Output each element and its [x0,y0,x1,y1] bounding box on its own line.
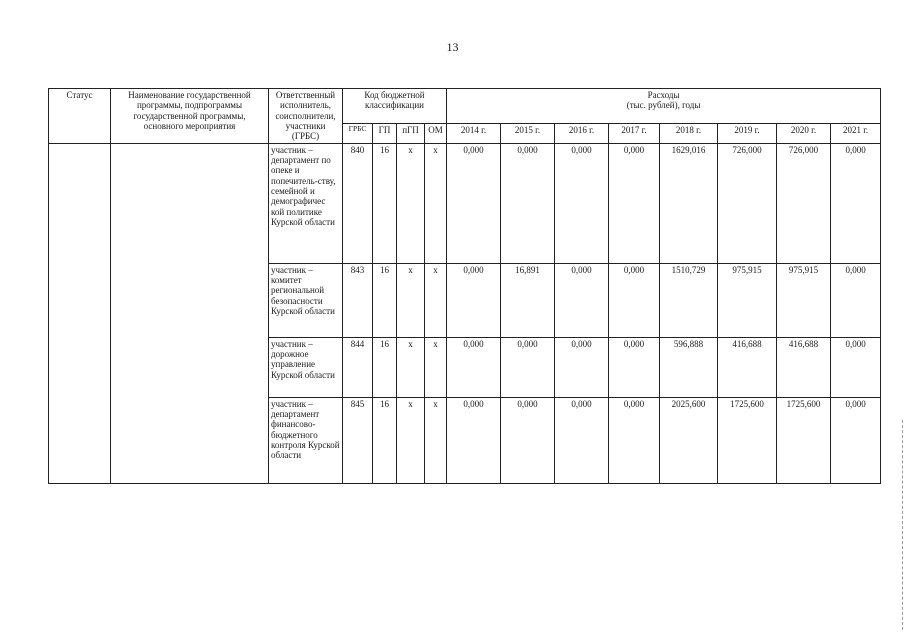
grbs-cell: 840 [343,143,373,263]
value-cell: 0,000 [555,337,609,397]
header-code-group: Код бюджетной классификации [343,89,447,124]
header-year: 2021 г. [831,124,881,144]
value-cell: 0,000 [555,263,609,337]
value-cell: 2025,600 [660,397,718,483]
header-expenses-title: Расходы [647,90,680,100]
value-cell: 0,000 [609,263,660,337]
header-code-gp: ГП [373,124,397,144]
value-cell: 416,688 [777,337,831,397]
gp-cell: 16 [373,143,397,263]
value-cell: 0,000 [501,143,555,263]
value-cell: 0,000 [555,397,609,483]
value-cell: 0,000 [501,397,555,483]
page-number: 13 [446,40,459,54]
value-cell: 16,891 [501,263,555,337]
om-cell: х [425,143,447,263]
executor-cell: участник – департамент финансово-бюджетного контроля Курской области [269,397,343,483]
value-cell: 1629,016 [660,143,718,263]
gp-cell: 16 [373,263,397,337]
grbs-cell: 844 [343,337,373,397]
header-year: 2014 г. [447,124,501,144]
value-cell: 0,000 [447,143,501,263]
value-cell: 0,000 [447,263,501,337]
value-cell: 0,000 [501,337,555,397]
grbs-cell: 845 [343,397,373,483]
pgp-cell: х [397,397,425,483]
header-year: 2016 г. [555,124,609,144]
header-year: 2020 г. [777,124,831,144]
program-name-cell [111,143,269,483]
header-code-pgp: пГП [397,124,425,144]
executor-cell: участник – комитет региональной безопасности Курской области [269,263,343,337]
budget-table [48,88,881,484]
scan-margin-line [901,420,903,630]
om-cell: х [425,337,447,397]
gp-cell: 16 [373,397,397,483]
value-cell: 726,000 [777,143,831,263]
value-cell: 0,000 [831,263,881,337]
value-cell: 0,000 [609,337,660,397]
header-expenses [447,89,881,124]
value-cell: 0,000 [555,143,609,263]
header-year: 2018 г. [660,124,718,144]
gp-cell: 16 [373,337,397,397]
pgp-cell: х [397,337,425,397]
value-cell: 0,000 [447,397,501,483]
executor-cell: участник – департамент по опеке и попечитель-ству, семейной и демографичес кой политике Курской области [269,143,343,263]
header-expenses-subtitle: (тыс. рублей), годы [626,100,701,111]
header-status: Статус [49,89,111,144]
status-cell [49,143,111,483]
value-cell: 975,915 [718,263,777,337]
pgp-cell: х [397,143,425,263]
om-cell: х [425,263,447,337]
executor-cell: участник – дорожное управление Курской области [269,337,343,397]
value-cell: 1725,600 [777,397,831,483]
value-cell: 726,000 [718,143,777,263]
value-cell: 0,000 [831,143,881,263]
om-cell: х [425,397,447,483]
header-year: 2015 г. [501,124,555,144]
pgp-cell: х [397,263,425,337]
value-cell: 0,000 [831,337,881,397]
value-cell: 0,000 [609,397,660,483]
value-cell: 416,688 [718,337,777,397]
value-cell: 0,000 [609,143,660,263]
header-responsible: Ответственный исполнитель, соисполнители, участники (ГРБС) [269,89,343,144]
value-cell: 1725,600 [718,397,777,483]
value-cell: 0,000 [447,337,501,397]
value-cell: 975,915 [777,263,831,337]
grbs-cell: 843 [343,263,373,337]
value-cell: 0,000 [831,397,881,483]
value-cell: 1510,729 [660,263,718,337]
header-name: Наименование государственной программы, подпрограммы государственной программы, основного мероприятия [111,89,269,144]
header-year: 2019 г. [718,124,777,144]
table-row [49,143,881,263]
header-code-grbs: ГРБС [343,124,373,144]
value-cell: 596,888 [660,337,718,397]
header-code-om: ОМ [425,124,447,144]
header-year: 2017 г. [609,124,660,144]
